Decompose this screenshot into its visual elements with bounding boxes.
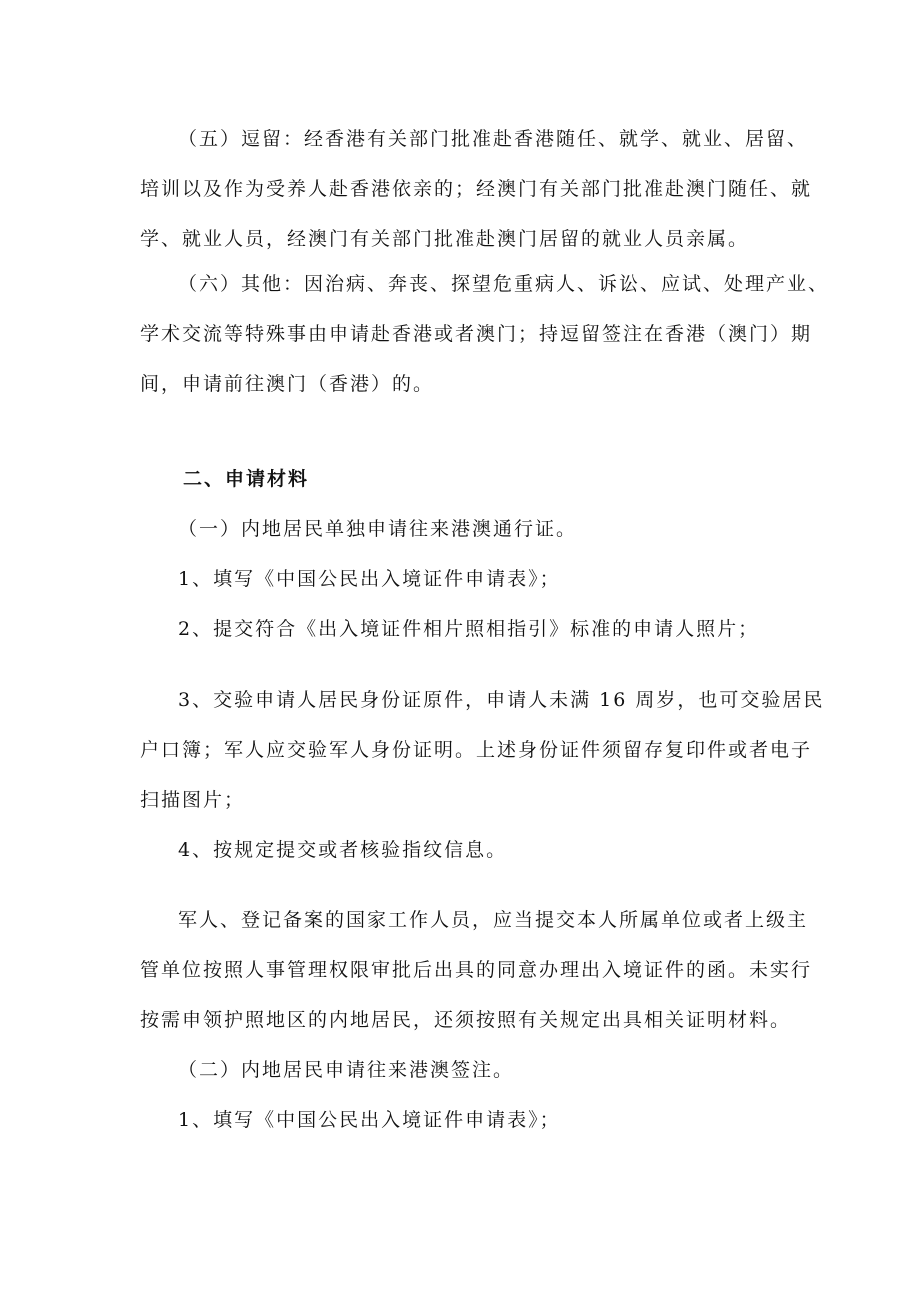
- item-3-line-1: 3、交验申请人居民身份证原件，申请人未满 16 周岁，也可交验居民: [178, 689, 825, 711]
- para-6-line-2: 学术交流等特殊事由申请赴香港或者澳门；持逗留签注在香港（澳门）期: [140, 323, 813, 345]
- para-5-line-3: 学、就业人员，经澳门有关部门批准赴澳门居留的就业人员亲属。: [140, 228, 750, 250]
- note-line-1: 军人、登记备案的国家工作人员，应当提交本人所属单位或者上级主: [178, 909, 809, 931]
- item-3-line-2: 户口簿；军人应交验军人身份证明。上述身份证件须留存复印件或者电子: [140, 739, 813, 761]
- para-6-line-1: （六）其他：因治病、奔丧、探望危重病人、诉讼、应试、处理产业、: [178, 273, 830, 295]
- item-4: 4、按规定提交或者核验指纹信息。: [178, 839, 508, 861]
- item-2: 2、提交符合《出入境证件相片照相指引》标准的申请人照片；: [178, 618, 760, 640]
- note-line-2: 管单位按照人事管理权限审批后出具的同意办理出入境证件的函。未实行: [140, 959, 813, 981]
- para-5-line-2: 培训以及作为受养人赴香港依亲的；经澳门有关部门批准赴澳门随任、就: [140, 178, 813, 200]
- subsection-2-heading: （二）内地居民申请往来港澳签注。: [178, 1059, 515, 1081]
- subsection-2-item-1: 1、填写《中国公民出入境证件申请表》；: [178, 1109, 561, 1131]
- section-heading: 二、申请材料: [183, 468, 310, 490]
- item-1: 1、填写《中国公民出入境证件申请表》；: [178, 568, 561, 590]
- note-line-3: 按需申领护照地区的内地居民，还须按照有关规定出具相关证明材料。: [140, 1009, 792, 1031]
- para-5-line-1: （五）逗留：经香港有关部门批准赴香港随任、就学、就业、居留、: [178, 128, 809, 150]
- item-3-line-3: 扫描图片；: [140, 789, 246, 811]
- para-6-line-3: 间，申请前往澳门（香港）的。: [140, 373, 435, 395]
- subsection-1-heading: （一）内地居民单独申请往来港澳通行证。: [178, 518, 578, 540]
